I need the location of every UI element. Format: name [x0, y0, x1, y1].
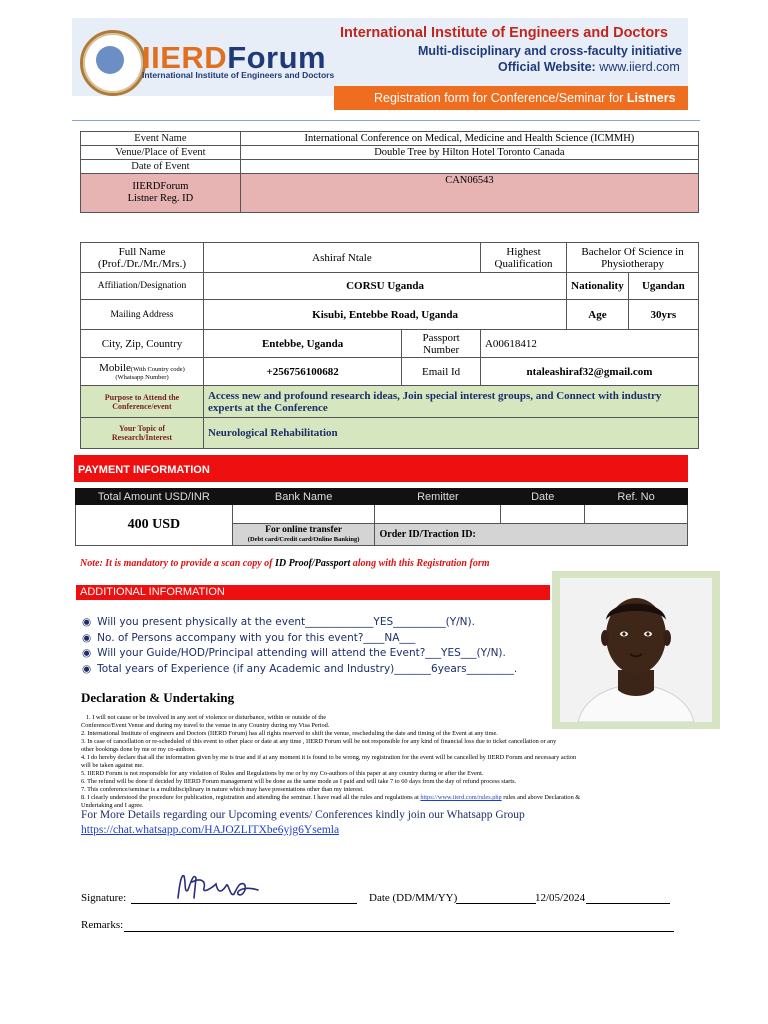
nationality-label: Nationality	[567, 273, 629, 300]
declaration-line: Conference/Event Venue and during my travel to the venue in any Country during my Visa Period.	[81, 722, 330, 729]
question-present-physically: ◉ Will you present physically at the event_____________YES__________(Y/N).	[82, 616, 475, 628]
personal-info-table	[80, 242, 699, 449]
radio-bullet-icon: ◉	[82, 616, 92, 628]
age-label: Age	[567, 300, 629, 330]
city-value[interactable]: Entebbe, Uganda	[203, 330, 401, 358]
remitter-value[interactable]	[375, 505, 501, 524]
date-signed-value[interactable]: 12/05/2024	[535, 892, 586, 904]
radio-bullet-icon: ◉	[82, 647, 92, 659]
city-label: City, Zip, Country	[81, 330, 204, 358]
affiliation-value[interactable]: CORSU Uganda	[203, 273, 566, 300]
mailing-label: Mailing Address	[81, 300, 204, 330]
online-transfer-label: For online transfer (Debt card/Credit card/Online Banking)	[232, 524, 375, 546]
payment-col-bank: Bank Name	[232, 489, 375, 505]
additional-info-header: ADDITIONAL INFORMATION	[76, 585, 550, 600]
reg-id-label: IIERDForum Listner Reg. ID	[81, 174, 241, 213]
remarks-label: Remarks:	[81, 919, 124, 931]
declaration-line: 8. I clearly understood the procedure for publication, registration and attending the seminar. I have read all the rules and regulations at https://www.iierd.com/rules.php rules and above Declaration &	[81, 794, 581, 801]
date-of-event-label: Date of Event	[81, 160, 241, 174]
bank-name-value[interactable]	[232, 505, 375, 524]
declaration-line: 4. I do hereby declare that all the information given by me is true and if at any moment it is found to be wrong, my registration for the event will be cancelled by IIERD Forum and necessary action	[81, 754, 577, 761]
mailing-value[interactable]: Kisubi, Entebbe Road, Uganda	[203, 300, 566, 330]
ref-no-value[interactable]	[585, 505, 688, 524]
topic-label: Your Topic of Research/Interest	[81, 418, 204, 449]
declaration-line: 7. This conference/seminar is a multidisciplinary in nature which may have presentations other than my interest.	[81, 786, 364, 793]
globe-icon	[96, 46, 124, 74]
venue-label: Venue/Place of Event	[81, 146, 241, 160]
date-value[interactable]	[501, 505, 585, 524]
event-row	[81, 160, 699, 174]
order-id-field[interactable]: Order ID/Traction ID:	[375, 524, 688, 546]
more-details-text: For More Details regarding our Upcoming events/ Conferences kindly join our Whatsapp Group	[81, 809, 525, 821]
email-label: Email Id	[402, 358, 481, 386]
official-website: Official Website: www.iierd.com	[498, 60, 680, 74]
payment-col-refno: Ref. No	[585, 489, 688, 505]
website-link[interactable]: www.iierd.com	[599, 60, 680, 74]
declaration-line: 3. In case of cancellation or re-scheduled of this event to other place or date at any time , IIERD Forum will be not responsible for any kind of financial loss due to ticket cancellation or any	[81, 738, 557, 745]
brand-subtitle: International Institute of Engineers and Doctors	[142, 70, 335, 80]
event-name-label: Event Name	[81, 132, 241, 146]
mobile-label: Mobile(With Country code) (Whatsapp Number)	[81, 358, 204, 386]
question-guide-attending: ◉ Will your Guide/HOD/Principal attending will attend the Event?___YES___(Y/N).	[82, 647, 506, 659]
payment-section-header: PAYMENT INFORMATION	[74, 455, 688, 482]
topic-value[interactable]: Neurological Rehabilitation	[203, 418, 698, 449]
email-value[interactable]: ntaleashiraf32@gmail.com	[480, 358, 698, 386]
question-persons-accompany: ◉ No. of Persons accompany with you for this event?____NA___	[82, 632, 416, 644]
payment-col-remitter: Remitter	[375, 489, 501, 505]
full-name-label: Full Name (Prof./Dr./Mr./Mrs.)	[81, 243, 204, 273]
radio-bullet-icon: ◉	[82, 663, 92, 675]
payment-table	[75, 488, 688, 546]
venue-value[interactable]: Double Tree by Hilton Hotel Toronto Canada	[240, 146, 698, 160]
mandatory-note: Note: It is mandatory to provide a scan copy of ID Proof/Passport along with this Registration form	[80, 558, 490, 569]
declaration-line: 5. IIERD Forum is not responsible for any violation of Rules and Regulations by me or by my Co-authors of this paper at any country during or after the Event.	[81, 770, 484, 777]
registration-banner: Registration form for Conference/Seminar for Listners	[334, 86, 688, 110]
event-name-value[interactable]: International Conference on Medical, Medicine and Health Science (ICMMH)	[240, 132, 698, 146]
reg-id-row	[81, 174, 699, 213]
reg-id-value[interactable]: CAN06543	[240, 174, 698, 213]
question-years-experience: ◉ Total years of Experience (if any Academic and Industry)_______6years_________.	[82, 663, 518, 675]
payment-col-total: Total Amount USD/INR	[76, 489, 233, 505]
passport-value[interactable]: A00618412	[480, 330, 698, 358]
rules-link[interactable]: https://www.iierd.com/rules.php	[420, 794, 502, 801]
age-value[interactable]: 30yrs	[628, 300, 698, 330]
declaration-line: will be taken against me.	[81, 762, 144, 769]
declaration-title: Declaration & Undertaking	[81, 690, 235, 705]
mobile-value[interactable]: +256756100682	[203, 358, 401, 386]
brand-logo-text: IIERDForum	[142, 40, 327, 75]
signature-label: Signature:	[81, 892, 127, 904]
qualification-label: Highest Qualification	[480, 243, 566, 273]
declaration-line: 2. International Institute of engineers and Doctors (IIERD Forum) has all rights reserved to shift the venue, rescheduling the date and timing of the Event at any time.	[81, 730, 498, 737]
declaration-text	[81, 714, 691, 810]
nationality-value[interactable]: Ugandan	[628, 273, 698, 300]
declaration-line: other bookings done by me or my co-authors.	[81, 746, 196, 753]
date-label: Date (DD/MM/YY)	[369, 892, 458, 904]
purpose-label: Purpose to Attend the Conference/event	[81, 386, 204, 418]
radio-bullet-icon: ◉	[82, 632, 92, 644]
declaration-line: 1. I will not cause or be involved in any sort of violence or disturbance, within or outside of the	[86, 714, 327, 721]
date-line	[586, 903, 670, 904]
handwritten-signature	[172, 868, 264, 908]
purpose-value[interactable]: Access new and profound research ideas, Join special interest groups, and Connect with industry experts at the Conference	[203, 386, 698, 418]
whatsapp-group-link[interactable]: https://chat.whatsapp.com/HAJOZLITXbe6yjg6Ysemla	[81, 824, 340, 836]
remarks-line[interactable]	[124, 931, 674, 932]
full-name-value[interactable]: Ashiraf Ntale	[203, 243, 480, 273]
event-table	[80, 131, 699, 213]
passport-label: Passport Number	[402, 330, 481, 358]
applicant-photo	[560, 578, 712, 722]
total-amount-value[interactable]: 400 USD	[76, 505, 233, 546]
qualification-value[interactable]: Bachelor Of Science in Physiotherapy	[567, 243, 699, 273]
payment-col-date: Date	[501, 489, 585, 505]
date-line	[456, 903, 536, 904]
header-divider	[72, 120, 700, 121]
declaration-line: Undertaking and I agree.	[81, 802, 144, 809]
event-row	[81, 146, 699, 160]
declaration-line: 6. The refund will be done if decided by IIERD Forum management will be done as the same mode as I paid and will take 7 to 60 days from the day of refund process starts.	[81, 778, 517, 785]
date-of-event-value[interactable]	[240, 160, 698, 174]
organization-title: International Institute of Engineers and Doctors	[340, 25, 668, 41]
affiliation-label: Affiliation/Designation	[81, 273, 204, 300]
event-row	[81, 132, 699, 146]
tagline: Multi-disciplinary and cross-faculty initiative	[418, 44, 682, 58]
